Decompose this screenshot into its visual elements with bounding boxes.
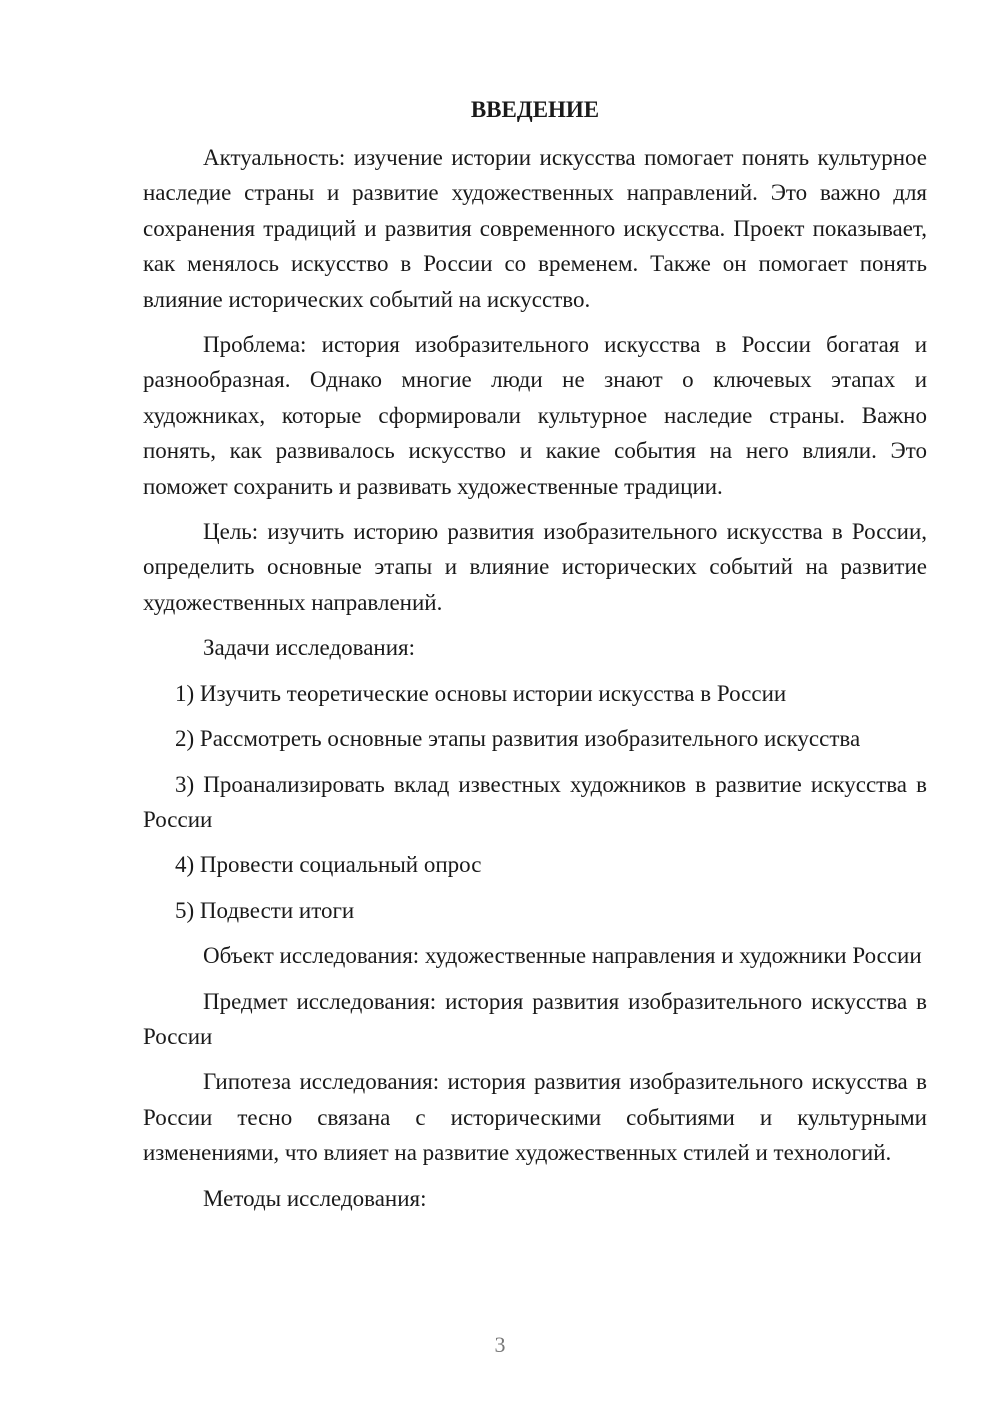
- paragraph-object: Объект исследования: художественные направления и художники России: [203, 943, 922, 969]
- document-page: [143, 0, 927, 1414]
- task-item-3: 3) Проанализировать вклад известных художников в развитие искусства в России: [143, 771, 927, 832]
- section-title: ВВЕДЕНИЕ: [470, 97, 600, 122]
- paragraph-tasks-heading: Задачи исследования:: [203, 635, 416, 661]
- task-item-4: 4) Провести социальный опрос: [175, 852, 482, 878]
- paragraph-hypothesis: Гипотеза исследования: история развития изобразительного искусства в России тесно связана с историческими событиями и культурными изменениями, что влияет на развитие художественных стилей и технологий.: [143, 1069, 927, 1166]
- task-item-2: 2) Рассмотреть основные этапы развития изобразительного искусства: [175, 726, 861, 752]
- paragraph-problem: Проблема: история изобразительного искусства в России богатая и разнообразная. Однако многие люди не знают о ключевых этапах и художниках, которые сформировали культурное наследие страны. Важно понять, как развивалось искусство и какие события на него влияли. Это поможет сохранить и развивать художественные традиции.: [143, 332, 927, 499]
- task-item-5: 5) Подвести итоги: [175, 897, 355, 923]
- paragraph-methods: Методы исследования:: [203, 1185, 427, 1211]
- paragraph-relevance: Актуальность: изучение истории искусства помогает понять культурное наследие страны и развитие художественных направлений. Это важно для сохранения традиций и развития современного искусства. Проект показывает, как менялось искусство в России со временем. Также он помогает понять влияние исторических событий на искусство.: [143, 145, 927, 312]
- task-item-1: 1) Изучить теоретические основы истории искусства в России: [175, 680, 787, 706]
- section-body: [143, 140, 927, 1226]
- page-number: 3: [494, 1332, 506, 1357]
- paragraph-goal: Цель: изучить историю развития изобразительного искусства в России, определить основные этапы и влияние исторических событий на развитие художественных направлений.: [143, 519, 927, 615]
- paragraph-subject: Предмет исследования: история развития изобразительного искусства в России: [143, 988, 927, 1049]
